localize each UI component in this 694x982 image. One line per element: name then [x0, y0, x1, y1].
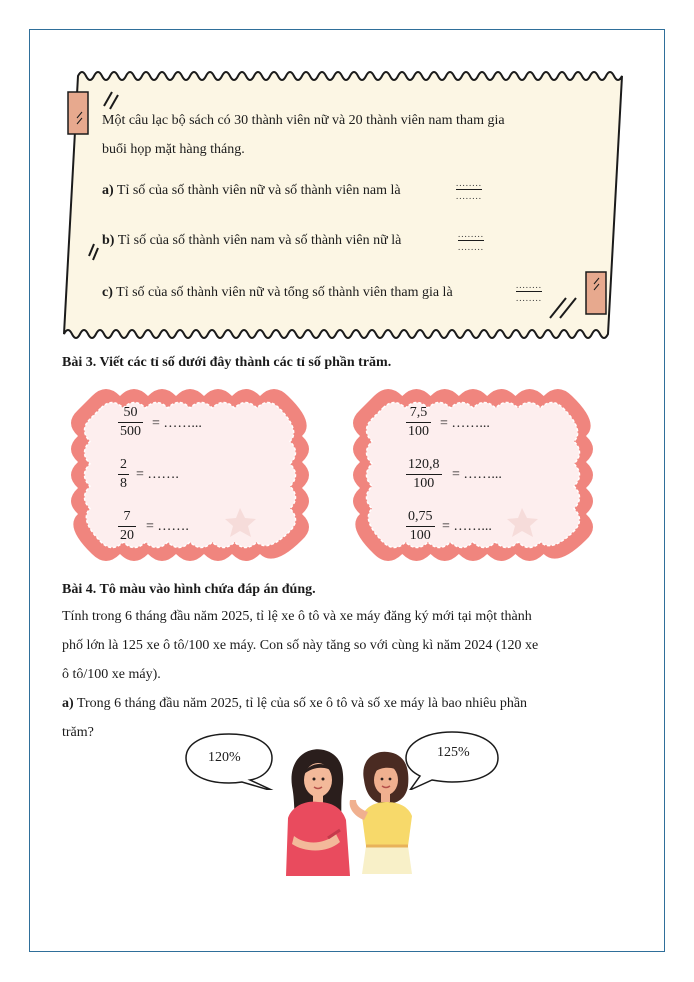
- denominator: 8: [120, 476, 127, 491]
- denominator: 20: [120, 528, 134, 543]
- box1-item-a: [102, 182, 401, 200]
- bubble-left-text[interactable]: 120%: [208, 750, 241, 765]
- item-label: b): [102, 233, 115, 248]
- answer-right-1[interactable]: = ……...: [440, 416, 490, 431]
- fraction-right-1: [406, 405, 431, 440]
- item-text: Tỉ số của số thành viên nam và số thành viên nữ là: [117, 233, 402, 248]
- woman-left: [286, 749, 350, 876]
- numerator: 7,5: [409, 405, 428, 420]
- left-cloud-frame: [62, 380, 318, 570]
- box1-item-b: [102, 232, 401, 250]
- box1-intro-line1: Một câu lạc bộ sách có 30 thành viên nữ và 20 thành viên nam tham gia: [102, 113, 505, 128]
- blank-denominator[interactable]: ........: [458, 242, 484, 252]
- fraction-right-2: [406, 457, 442, 492]
- item-label: c): [102, 285, 113, 300]
- question-line: Trong 6 tháng đầu năm 2025, tỉ lệ của số xe ô tô và số xe máy là bao nhiêu phần: [76, 696, 528, 711]
- bai4-title: Bài 4. Tô màu vào hình chứa đáp án đúng.: [62, 582, 316, 597]
- item-text: Tỉ số của số thành viên nữ và số thành viên nam là: [116, 183, 401, 198]
- answer-right-2[interactable]: = ……...: [452, 467, 502, 482]
- fraction-left-3: [118, 509, 136, 544]
- denominator: 100: [413, 476, 435, 491]
- paper-note-illustration: [60, 62, 626, 352]
- fraction-right-3: [406, 509, 435, 544]
- denominator: 100: [409, 528, 431, 543]
- fraction-left-2: [118, 457, 129, 492]
- numerator: 50: [123, 405, 138, 420]
- blank-denominator[interactable]: ........: [516, 293, 542, 303]
- para-line: Tính trong 6 tháng đầu năm 2025, tỉ lệ xe ô tô và xe máy đăng ký mới tại một thành: [62, 609, 532, 624]
- item-label: a): [102, 183, 114, 198]
- answer-left-2[interactable]: = …….: [136, 467, 179, 482]
- numerator: 120,8: [408, 457, 440, 472]
- blank-numerator[interactable]: ........: [456, 178, 482, 188]
- woman-right: [350, 752, 412, 874]
- blank-numerator[interactable]: ........: [458, 229, 484, 239]
- para-line: ô tô/100 xe máy).: [62, 667, 161, 682]
- blank-numerator[interactable]: ........: [516, 280, 542, 290]
- question-label: a): [62, 696, 74, 711]
- question-line: trăm?: [62, 725, 94, 740]
- blank-denominator[interactable]: ........: [456, 191, 482, 201]
- answer-right-3[interactable]: = ……...: [442, 519, 492, 534]
- blank-fraction-a[interactable]: [456, 178, 482, 201]
- answer-left-1[interactable]: = ……...: [152, 416, 202, 431]
- answer-left-3[interactable]: = …….: [146, 519, 189, 534]
- box1-item-c: [102, 284, 453, 302]
- fraction-left-1: [118, 405, 143, 440]
- item-text: Tỉ số của số thành viên nữ và tổng số thành viên tham gia là: [116, 285, 453, 300]
- box1-intro-line2: buổi họp mặt hàng tháng.: [102, 142, 245, 157]
- blank-fraction-c[interactable]: [516, 280, 542, 303]
- numerator: 2: [120, 457, 127, 472]
- para-line: phố lớn là 125 xe ô tô/100 xe máy. Con số này tăng so với cùng kì năm 2024 (120 xe: [62, 638, 539, 653]
- numerator: 7: [123, 509, 131, 524]
- blank-fraction-b[interactable]: [458, 229, 484, 252]
- two-women-illustration: [270, 746, 440, 876]
- numerator: 0,75: [408, 509, 433, 524]
- bubble-right-text[interactable]: 125%: [437, 745, 470, 760]
- bai3-title: Bài 3. Viết các tỉ số dưới đây thành các tỉ số phần trăm.: [62, 355, 392, 370]
- bai4-paragraph: [62, 602, 636, 689]
- denominator: 500: [120, 424, 141, 439]
- denominator: 100: [408, 424, 429, 439]
